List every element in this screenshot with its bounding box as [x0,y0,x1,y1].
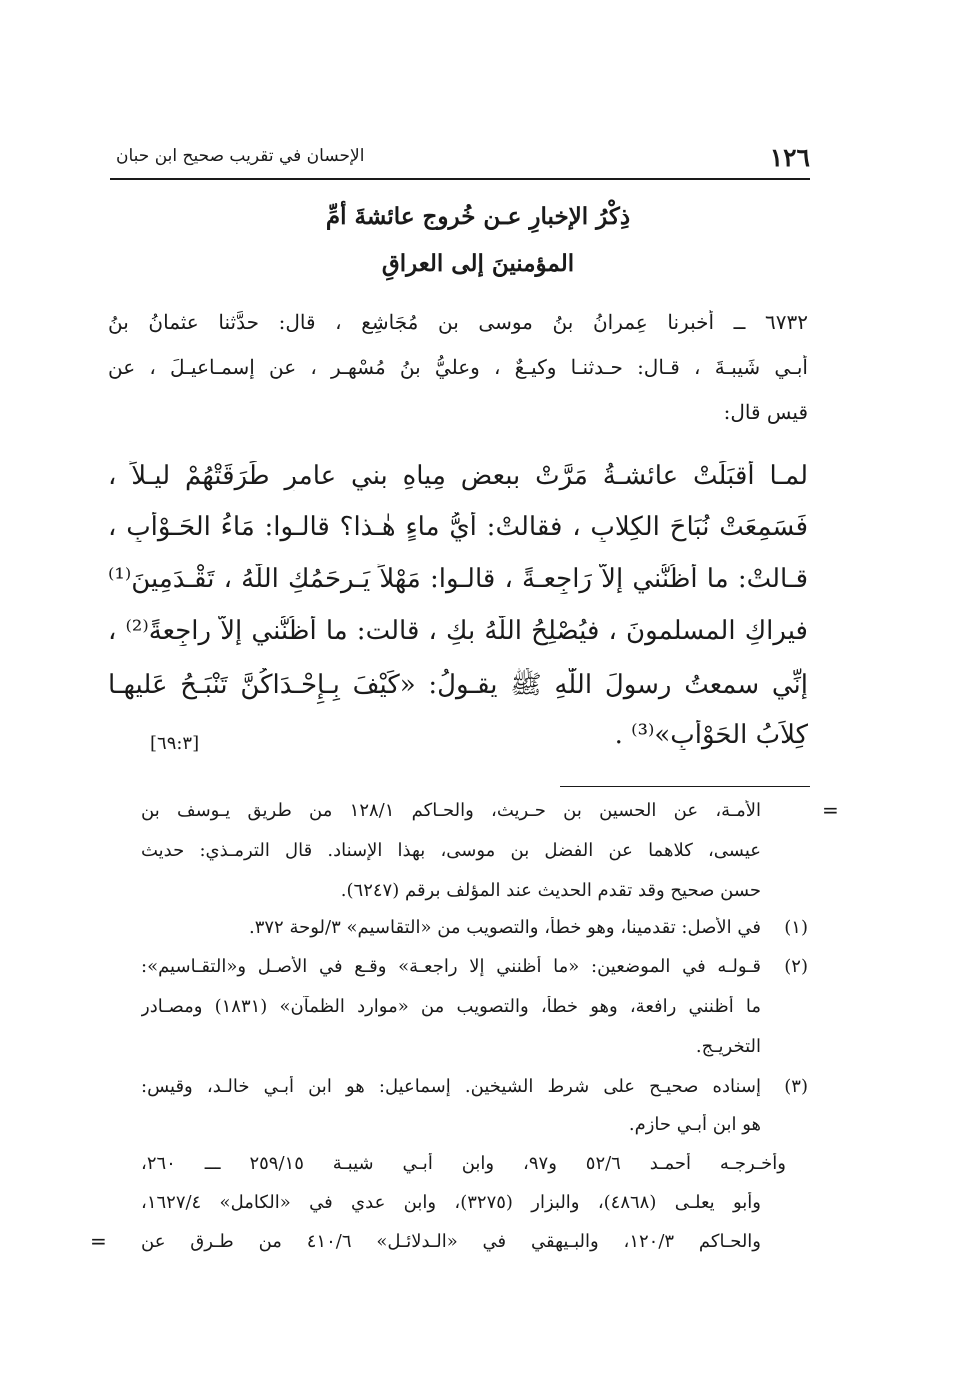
footnote-number: (١) [784,917,808,938]
hadith-line: إنِّي سمعتُ رسولَ اللّٰهِ ﷺ يقـولُ: «كَيْفَ بِـإِحْـدَاكُنَّ تَنْبَـحُ عَليهـا [108,670,808,700]
hadith-line: فيراكِ المسلمونَ ، فيُصْلِحُ اللّٰهُ بكِ ، قالت: ما أَظُنُّني إلاّ راجِعةً⁽²⁾ ، [108,616,808,646]
footnote-line: وأخـرجـه أحمـد ٥٢/٦ و٩٧، وابن أبـي شيبـة ٢٥٩/١٥ ـــ ٢٦٠، [141,1153,786,1174]
footnote-line: ما أظنني رافعة، وهو خطأ، والتصويب من «موارد الظمآن» (١٨٣١) ومصـادر [141,996,761,1017]
footnote-rule [560,786,810,787]
hadith-line: قـالتْ: ما أَظُنُّني إلاّ رَاجِعـةً ، قالـوا: مَهْلاً يَـرحَمُكِ اللّٰهُ ، تَقْـدَمِينَ⁽¹⁾ [108,564,808,594]
footnote-number: (٣) [784,1076,808,1097]
footnote-line: التخريـج. [695,1036,761,1057]
footnote-line: حسن صحيح وقد تقدم الحديث عند المؤلف برقم (٦٢٤٧). [340,880,761,901]
footnote-line: هو ابن أبـي حازم. [628,1114,761,1135]
isnad-line: أبـي شَيبـةَ ، قـال: حـدثنـا وكيـعٌ ، وعليُّ بنُ مُسْهِـرٍ ، عن إسمـاعيـلَ ، عن [108,355,808,379]
footnote-line: قـولـه في الموضعين: «ما أظنني إلا راجعـة» وقـع في الأصـل و«التقـاسيم»: [141,956,761,977]
hadith-line: كِلاَبُ الحَوْأَبِ»⁽³⁾ . [614,720,808,750]
hadith-reference: [٦٩:٣] [150,733,200,754]
hadith-line: لمـا أَقبَلَتْ عائشـةُ مَرَّتْ ببعضِ مِياهِ بني عامرٍ طَرَقَتْهُمْ ليـلاً ، [108,461,808,491]
running-title: الإحسان في تقريب صحيح ابن حبان [116,146,365,166]
footnote-number: (٢) [784,956,808,977]
isnad-line: ٦٧٣٢ ــ أخبرنا عِمرانُ بنُ موسى بنِ مُجَاشِعٍ ، قال: حدَّثنا عثمانُ بنُ [108,310,808,334]
footnote-line: عيسى، كلاهما عن الفضل بن موسى، بهذا الإسناد. قال الترمـذي: حديث [141,840,761,861]
header-rule [110,178,810,180]
footnote-line: إسناده صحيـح على شرط الشيخين. إسماعيل: هو ابن أبـي خالـد، وقيس: [141,1076,761,1097]
continuation-mark-end: = [90,1229,107,1253]
footnote-line: والحـاكم ١٢٠/٣، والبـيهقي في «الـدلائـل» ٤١٠/٦ من طـرق عن [141,1231,761,1252]
footnote-line: وأبو يعلـى (٤٨٦٨)، والبزار (٣٢٧٥)، وابن عدي في «الكامل» ١٦٢٧/٤، [141,1192,761,1213]
hadith-line: فَسَمِعَتْ نُبَاحَ الكِلابِ ، فقالتْ: أَيُّ ماءٍ هٰـذا؟ قالـوا: مَاءُ الحَـوْأَبِ ، [108,512,808,542]
footnote-line: الأمـة، عن الحسين بن حـريث، والحـاكم ١٢٨/١ من طريق يـوسف بن [141,800,761,821]
footnote-line: في الأصل: تقدمينا، وهو خطأ، والتصويب من «التقاسيم» ٣/لوحة ٣٧٢. [248,917,761,938]
chapter-heading-line-2: المؤمنينَ إلى العراقِ [381,250,575,277]
chapter-heading-line-1: ذِكْرُ الإخبارِ عـن خُروج عائشةَ أمِّ [325,203,631,230]
page-number: ١٢٦ [769,143,810,172]
continuation-mark-start: = [822,798,839,822]
isnad-line: قيس قال: [723,400,808,424]
